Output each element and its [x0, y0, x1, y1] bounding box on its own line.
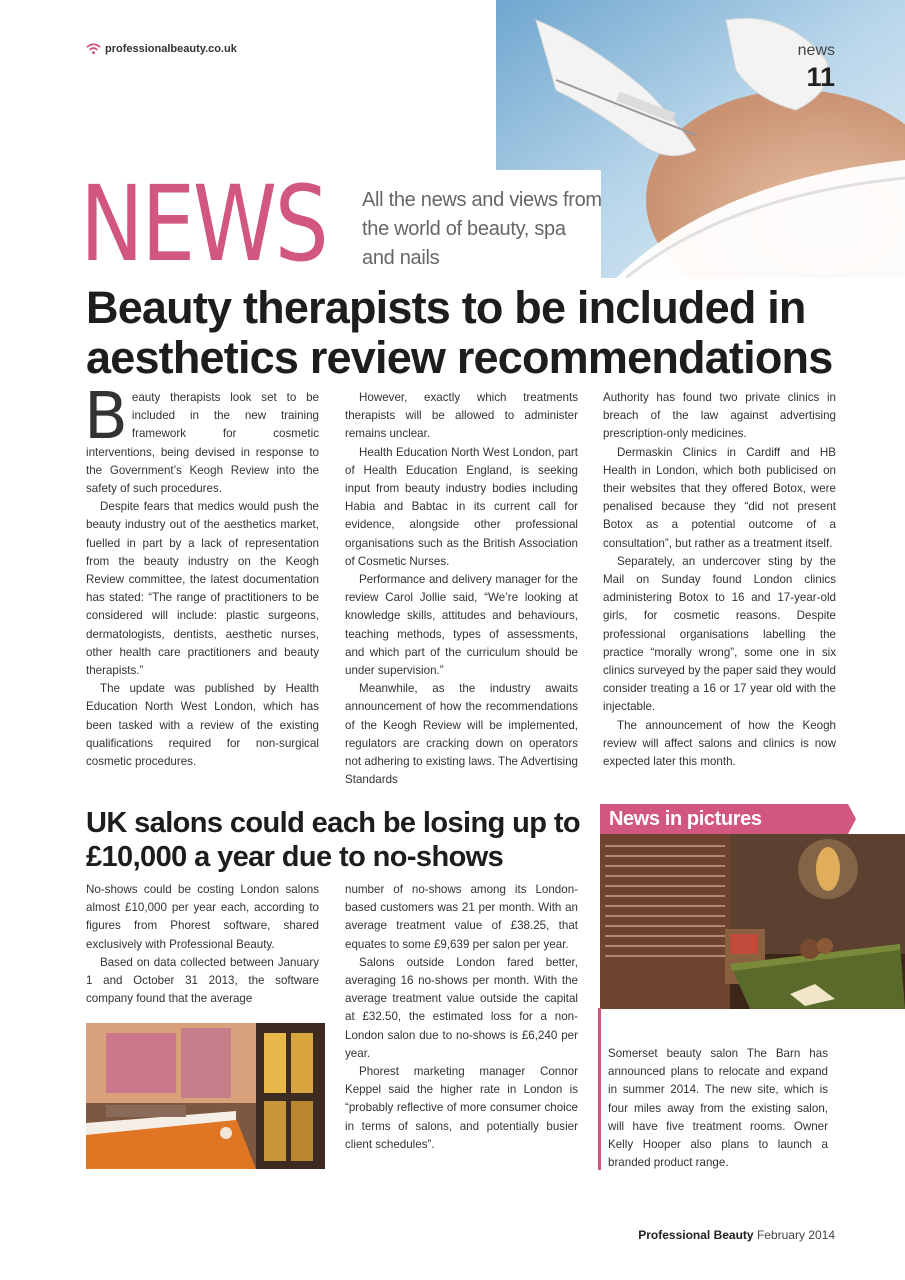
article1-paragraph: The update was published by Health Education North West London, which has been tasked with a review of the existing qualifications required for non-surgical cosmetic procedures.: [86, 682, 319, 769]
article1-paragraph: Separately, an undercover sting by the Mail on Sunday found London clinics administering Botox to 16 and 17-year-old girls, for cosmetic reasons. Despite professional organisations labelling the practice “morally wrong”, some one in six clinics surveyed by the paper said they would consider treating a 16 or 17 year old with the injectable.: [603, 554, 836, 714]
article1-paragraph: Meanwhile, as the industry awaits announcement of how the recommendations of the Keogh Review will be implemented, regulators are cracking down on operators not adhering to existing laws. The Advertising Standards: [345, 682, 578, 787]
article1-paragraph: Performance and delivery manager for the review Carol Jollie said, “We’re looking at knowledge skills, attitudes and behaviours, teaching methods, types of assessments, and which part of the curriculum should be under supervision.”: [345, 573, 578, 678]
article2-paragraph: Based on data collected between January 1 and October 31 2013, the software company found that the average: [86, 955, 319, 1006]
caption-rule: [598, 1008, 601, 1170]
article1-paragraph: Health Education North West London, part of Health Education England, is seeking input from beauty industry bodies including Habia and Babtac in its current call for evidence, alongside other professional organisations such as the British Association of Cosmetic Nurses.: [345, 445, 578, 568]
article1-paragraph: The announcement of how the Keogh review will affect salons and clinics is now expected later this month.: [603, 718, 836, 769]
article1-paragraph: Authority has found two private clinics in breach of the law against advertising prescription-only medicines.: [603, 391, 836, 441]
article2-paragraph: number of no-shows among its London-based customers was 21 per month. With an average treatment value of £38.25, that equates to some £9,639 per salon per year.: [345, 883, 578, 951]
salon-treatment-room-photo: [86, 1023, 325, 1169]
section-label: news: [797, 42, 835, 59]
article2-paragraph: No-shows could be costing London salons almost £10,000 per year each, according to figures from Phorest software, shared exclusively with Professional Beauty.: [86, 883, 319, 951]
news-in-pictures-title: News in pictures: [609, 808, 762, 830]
article2-paragraph: Phorest marketing manager Connor Keppel said the higher rate in London is “probably reflective of more consumer choice in terms of salons, and potentially busier client schedules”.: [345, 1065, 578, 1151]
drop-cap: B: [84, 380, 128, 454]
article2-paragraph: Salons outside London fared better, averaging 16 no-shows per month. With the average treatment value outside the capital at £32.50, the estimated loss for a non-London salon due to no-shows is £6,240 per year.: [345, 955, 578, 1060]
article1-paragraph: Beauty therapists look set to be included in the new training framework for cosmetic interventions, being devised in response to the Government’s Keogh Review into the safety of such procedures.: [84, 380, 319, 496]
article2-headline: UK salons could each be losing up to £10,000 a year due to no-shows: [86, 807, 581, 873]
article1-column-2: [345, 389, 578, 789]
masthead-tagline: All the news and views from the world of beauty, spa and nails: [362, 189, 602, 269]
page-number: 11: [806, 62, 835, 92]
barn-salon-photo: [600, 834, 905, 1009]
site-url: [86, 43, 237, 55]
article2-column-2: [345, 881, 578, 1154]
footer-brand: Professional Beauty: [638, 1228, 754, 1242]
article1-headline: Beauty therapists to be included in aesthetics review recommendations: [86, 282, 833, 383]
article1-paragraph: Despite fears that medics would push the beauty industry out of the aesthetics market, fuelled in part by a lack of representation from the beauty industry on the Keogh Review committee, the latest documentation has stated: “The range of practitioners to be considered will include: plastic surgeons, dermatologists, dentists, aesthetic nurses, other health care practitioners and beauty therapists.”: [86, 500, 319, 678]
article2-column-1: [86, 881, 319, 1008]
footer: [638, 1228, 835, 1242]
footer-issue: February 2014: [756, 1228, 835, 1242]
news-masthead: NEWS: [80, 163, 327, 285]
article1-column-3: [603, 389, 836, 771]
site-url-text: professionalbeauty.co.uk: [105, 43, 237, 55]
article1-column-1: [84, 380, 319, 771]
article1-paragraph: However, exactly which treatments therapists will be allowed to administer remains unclear.: [345, 391, 578, 441]
news-in-pictures-caption: Somerset beauty salon The Barn has announced plans to relocate and expand in summer 2014. The new site, which is four miles away from the existing salon, will have five treatment rooms. Owner Kelly Hooper also plans to launch a branded product range.: [608, 1047, 828, 1170]
article1-paragraph: Dermaskin Clinics in Cardiff and HB Health in London, which both publicised on their websites that they offered Botox, were penalised because they “did not present Botox as a potential outcome of a consultation”, but rather as a treatment itself.: [603, 445, 836, 550]
wifi-icon: [86, 43, 101, 55]
